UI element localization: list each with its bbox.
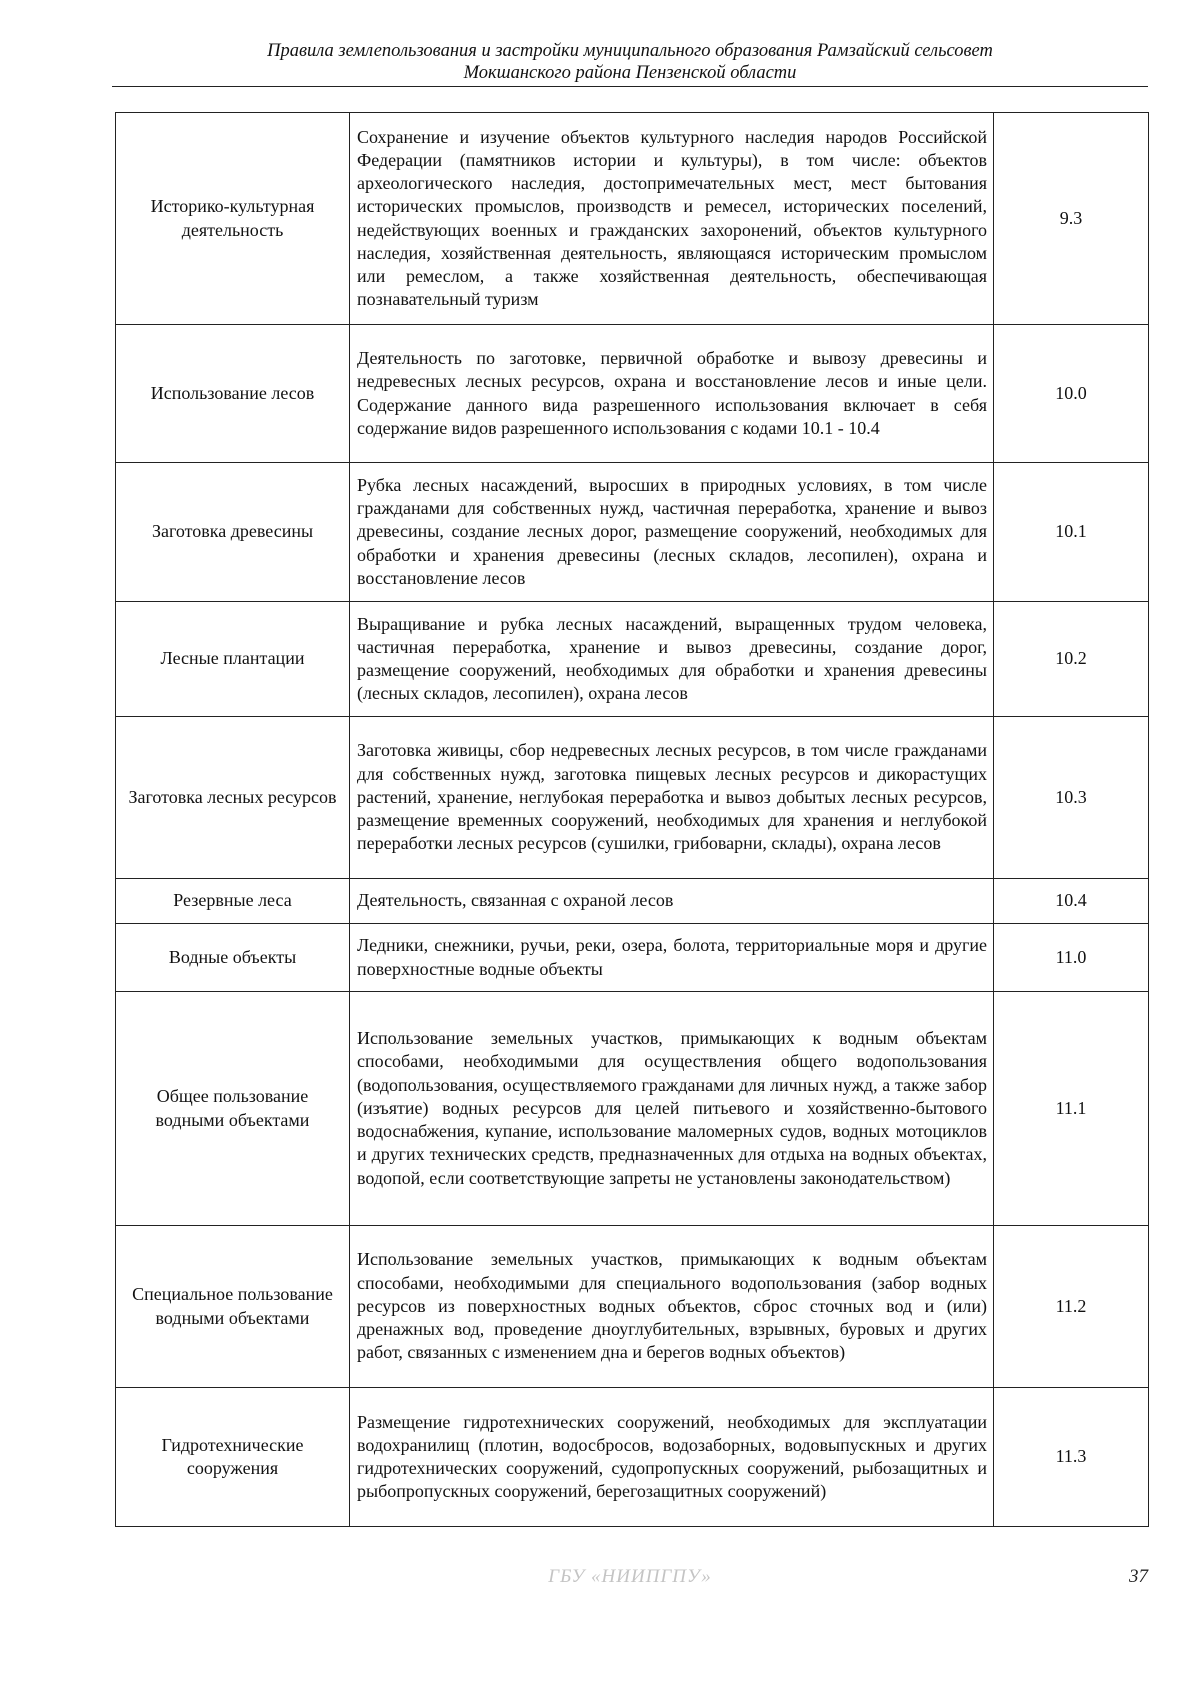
use-description-cell: Деятельность по заготовке, первичной обработке и вывозу древесины и недревесных лесных ресурсов, охрана и восстановление лесов и иные цели. Содержание данного вида разрешенного использования включает в себя содержание видов разрешенного использования с кодами 10.1 - 10.4 <box>350 325 994 463</box>
footer-organization: ГБУ «НИИПГПУ» <box>548 1566 712 1587</box>
use-code-cell: 10.4 <box>994 879 1149 924</box>
page-header <box>112 40 1148 87</box>
table-row <box>116 879 1149 924</box>
use-name-cell: Резервные леса <box>116 879 350 924</box>
use-code-cell: 11.2 <box>994 1226 1149 1388</box>
land-use-table <box>115 112 1149 1527</box>
use-code-cell: 10.3 <box>994 717 1149 879</box>
use-name-cell: Лесные плантации <box>116 602 350 717</box>
table-row <box>116 1388 1149 1527</box>
table-row <box>116 325 1149 463</box>
page-footer <box>112 1566 1148 1592</box>
use-code-cell: 10.1 <box>994 463 1149 602</box>
use-description-cell: Заготовка живицы, сбор недревесных лесных ресурсов, в том числе гражданами для собственных нужд, заготовка пищевых лесных ресурсов и дикорастущих растений, хранение, неглубокая переработка и вывоз добытых лесных ресурсов, размещение временных сооружений, необходимых для хранения и неглубокой переработки лесных ресурсов (сушилки, грибоварни, склады), охрана лесов <box>350 717 994 879</box>
table-row <box>116 602 1149 717</box>
table-row <box>116 113 1149 325</box>
use-description-cell: Использование земельных участков, примыкающих к водным объектам способами, необходимыми для специального водопользования (забор водных ресурсов из поверхностных водных объектов, сброс сточных вод и (или) дренажных вод, проведение дноуглубительных, взрывных, буровых и других работ, связанных с изменением дна и берегов водных объектов) <box>350 1226 994 1388</box>
use-name-cell: Заготовка лесных ресурсов <box>116 717 350 879</box>
table-row <box>116 924 1149 992</box>
table-row <box>116 717 1149 879</box>
use-description-cell: Рубка лесных насаждений, выросших в природных условиях, в том числе гражданами для собственных нужд, частичная переработка, хранение и вывоз древесины, создание лесных дорог, размещение сооружений, необходимых для обработки и хранения древесины (лесных складов, лесопилен), охрана и восстановление лесов <box>350 463 994 602</box>
page-number: 37 <box>1129 1566 1148 1587</box>
use-description-cell: Ледники, снежники, ручьи, реки, озера, болота, территориальные моря и другие поверхностные водные объекты <box>350 924 994 992</box>
use-code-cell: 9.3 <box>994 113 1149 325</box>
use-description-cell: Выращивание и рубка лесных насаждений, выращенных трудом человека, частичная переработка, хранение и вывоз древесины, создание дорог, размещение сооружений, необходимых для обработки и хранения древесины (лесных складов, лесопилен), охрана лесов <box>350 602 994 717</box>
table-row <box>116 992 1149 1226</box>
use-code-cell: 10.0 <box>994 325 1149 463</box>
use-description-cell: Размещение гидротехнических сооружений, необходимых для эксплуатации водохранилищ (плотин, водосбросов, водозаборных, водовыпускных и других гидротехнических сооружений, судопропускных сооружений, рыбозащитных и рыбопропускных сооружений, берегозащитных сооружений) <box>350 1388 994 1527</box>
use-name-cell: Заготовка древесины <box>116 463 350 602</box>
table-row <box>116 463 1149 602</box>
use-name-cell: Гидротехнические сооружения <box>116 1388 350 1527</box>
use-description-cell: Деятельность, связанная с охраной лесов <box>350 879 994 924</box>
use-name-cell: Общее пользование водными объектами <box>116 992 350 1226</box>
use-code-cell: 11.1 <box>994 992 1149 1226</box>
use-name-cell: Использование лесов <box>116 325 350 463</box>
use-description-cell: Сохранение и изучение объектов культурного наследия народов Российской Федерации (памятников истории и культуры), в том числе: объектов археологического наследия, достопримечательных мест, мест бытования исторических промыслов, производств и ремесел, исторических поселений, недействующих военных и гражданских захоронений, объектов культурного наследия, хозяйственная деятельность, являющаяся историческим промыслом или ремеслом, а также хозяйственная деятельность, обеспечивающая познавательный туризм <box>350 113 994 325</box>
use-description-cell: Использование земельных участков, примыкающих к водным объектам способами, необходимыми для осуществления общего водопользования (водопользования, осуществляемого гражданами для личных нужд, а также забор (изъятие) водных ресурсов для целей питьевого и хозяйственно-бытового водоснабжения, купание, использование маломерных судов, водных мотоциклов и других технических средств, предназначенных для отдыха на водных объектах, водопой, если соответствующие запреты не установлены законодательством) <box>350 992 994 1226</box>
use-name-cell: Специальное пользование водными объектами <box>116 1226 350 1388</box>
use-name-cell: Водные объекты <box>116 924 350 992</box>
use-code-cell: 10.2 <box>994 602 1149 717</box>
use-code-cell: 11.0 <box>994 924 1149 992</box>
use-code-cell: 11.3 <box>994 1388 1149 1527</box>
header-line-2: Мокшанского района Пензенской области <box>463 63 797 83</box>
table-row <box>116 1226 1149 1388</box>
use-name-cell: Историко-культурная деятельность <box>116 113 350 325</box>
header-line-1: Правила землепользования и застройки муниципального образования Рамзайский сельсовет <box>267 41 993 61</box>
